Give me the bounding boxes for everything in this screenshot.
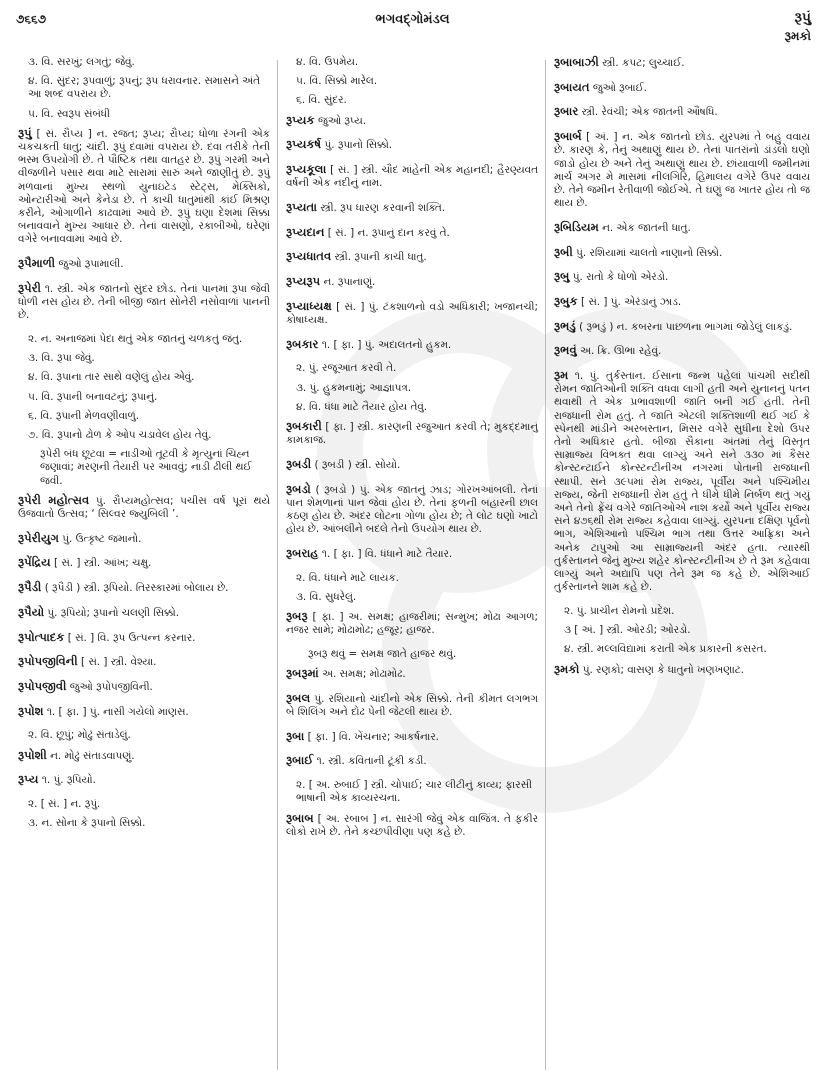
idiom-phrase: રૂપેરી બંધ છૂટવા = નાડીઓ તૂટવી કે મૃત્યુનાં ચિહ્ન જણાવાં; મરણની તૈયારી પર આવવું; નાડી ઢીલી થઈ જવી. xyxy=(40,448,252,487)
definition: ન. રૂપાનાણું. xyxy=(323,276,376,289)
dictionary-entry xyxy=(554,221,810,235)
definition: ( રૂબડી ) સ્ત્રી. સોયો. xyxy=(314,458,401,471)
headword: રૂપ્યકૂલા xyxy=(286,162,327,177)
definition: ૧. પું. તુર્કસ્તાન. ઈસાના જન્મ પહેલાં પાંચમી સદીથી રોમન જાતિઓની શક્તિ વધવા લાગી હતી અને યુનાનનું પતન થવાથી તે એક પ્રભાવશાળી જાતિ બની ગઈ હતી. તેની રાજધાની રોમ હતું. તે જાતિ એટલી શક્તિશાળી થઈ ગઈ કે સ્પેનથી માંડીને અરબસ્તાન, મિસર વગેરે સુધીના દેશો ઉપર તેનો અધિકાર હતો. બીજા સૈકાના અંતમાં તેનું વિસ્તૃત સામ્રાજ્ય વિભક્ત થવા લાગ્યું અને સને ૩૩૦ માં કૈસર કોન્સ્ટન્ટાઈને કોન્સ્ટન્ટીનીઅ નગરમાં પોતાની રાજધાની સ્થાપી. સને ૩૯૫માં રોમ રાજ્ય, પૂર્વીય અને પશ્ચિમીય રાજ્ય, જેની રાજધાની રોમ હતું તે ધીમે ધીમે નિર્બળ થતું ગયું અને તેનો ફ્રેંચ વગેરે જાતિઓએ નાશ કર્યો અને પૂર્વીય રાજ્ય સને ૪૭૬થી રોમ રાજ્ય કહેવાવા લાગ્યું. યુરપના દક્ષિણ પૂર્વનો ભાગ, એશિઆનો પશ્ચિમ ભાગ તથા ઉત્તર આફ્રિકા અને અનેક ટાપુઓ આ સામ્રાજ્યની અંદર હતા. ત્યારથી તુર્કસ્તાનને જેનું મુખ્ય શહેર કોન્સ્ટન્ટીનીઅ છે તે રૂમ કહેવાવા લાગ્યું અને અદ્યાપિ પણ તેને રૂમ જ કહે છે. એશિઆઈ તુર્કસ્તાનને શામ કહે છે. xyxy=(554,370,810,594)
dictionary-entry xyxy=(554,270,810,284)
headword: રૂપોશી xyxy=(18,747,47,762)
definition: [ સં. રૌપ્ય ] ન. રજત; રૂપ્ય; રૌપ્ય; ધોળા રંગની એક ચકચકતી ધાતુ; ચાંદી. રૂપું દવામાં વપરાય છે. દવા તરીકે તેની ભસ્મ ઉપયોગી છે. તે પૌષ્ટિક તથા વાતહર છે. રૂપું ગરમી અને વીજળીને પસાર થવા માટે સારામાં સારું અને જાણીતું છે. રૂપું મળવાનાં મુખ્ય સ્થળો યુનાઇટેડ સ્ટેટ્સ, મેક્સિકો, ઓન્ટારીઓ અને કેનેડા છે. તે કાચી ધાતુમાંથી કાંઈ મિશ્રણ કરીને, ઓગાળીને કાઢવામાં આવે છે. રૂપું ઘણા દેશમાં સિક્કા બનાવવાને મુખ્ય આધાર છે. તેનાં વાસણો, રકાબીઓ, ઘરેણાં વગેરે બનાવવામાં આવે છે. xyxy=(18,127,270,246)
headword: રૂબાબ xyxy=(286,810,314,825)
dictionary-entry xyxy=(18,606,270,620)
definition: સ્ત્રી. રૂપાની કાચી ધાતુ. xyxy=(334,251,427,264)
dictionary-entry xyxy=(286,275,538,289)
headword: રૂપેરી મહોત્સવ xyxy=(18,492,90,507)
headword: રૂપોપજીવિની xyxy=(18,654,78,669)
definition: ૧. [ ફા. ] વિ. ધંધાને માટે તૈયાર. xyxy=(321,547,453,560)
dictionary-entry xyxy=(554,56,810,70)
dictionary-entry xyxy=(286,250,538,264)
dictionary-entry xyxy=(554,320,810,334)
dictionary-entry xyxy=(286,730,538,744)
guide-word-first: રૂપું xyxy=(794,10,811,26)
sub-sense: ૪. વિ. ઉપમેય. xyxy=(296,56,359,68)
dictionary-entry xyxy=(286,483,538,537)
definition: [ અં. ] ન. એક જાતનો છોડ. યુરપમાં તે બહુ વવાય છે. કારણ કે, તેનું અથાણું થાય છે. તેનાં પાતરાંનો ડાંડલો ઘણો જાડો હોય છે અને તેનું અથાણું થાય છે. છાંયાવાળી જમીનમાં માર્ચ અગર મે માસમાં નીલગિરિ, હિમાલય વગેરે ઉપર વવાય છે. તેને જમીન રેતીવાળી જોઈએ. તે ઘણું જ ખાતર હોય તો જ થાય છે. xyxy=(554,131,810,210)
sub-sense: ૩. વિ. સરખું; લગતું; જેવું. xyxy=(28,56,135,68)
dictionary-entry xyxy=(554,295,810,309)
sub-sense: ૩. વિ. રૂપા જેવું. xyxy=(28,352,95,365)
sub-sense: ૩. વિ. સુધરેલું. xyxy=(296,590,357,603)
headword: રૂભડું xyxy=(554,318,576,333)
guide-word-last: રૂમકો xyxy=(784,29,811,43)
dictionary-entry xyxy=(286,754,538,768)
headword: રૂપૈમાળી xyxy=(18,256,56,271)
dictionary-entry xyxy=(18,127,270,247)
dictionary-entry xyxy=(18,680,270,694)
headword: રૂબાર્બ xyxy=(554,129,582,144)
sub-sense: ૨. વિ. છૂપું; મોઢું સંતાડેલું. xyxy=(28,729,131,742)
sub-sense: ૪. વિ. સુંદર; રૂપવાળું; રૂપનું; રૂપ ધરાવનાર. સમાસને અંતે આ શબ્દ વપરાય છે. xyxy=(28,75,260,101)
sub-sense: ૨. [ સં. ] ન. રૂપું. xyxy=(28,797,101,810)
headword: રૂપ્યદાન xyxy=(286,224,325,239)
sub-sense: ૫. વિ. સ્વરૂપ સંબંધી xyxy=(28,107,111,120)
headword: રૂભવું xyxy=(554,343,577,358)
headword: રૂબરાહ xyxy=(286,545,319,560)
headword: રૂપ્યતા xyxy=(286,199,318,214)
sub-sense: ૫. વિ. રૂપાની બનાવટનું; રૂપાનું. xyxy=(28,390,158,403)
definition: જુઓ રૂપામાલી. xyxy=(58,258,124,271)
definition: પું. રાતો કે ધોળો એરંડો. xyxy=(572,271,669,284)
dictionary-entry xyxy=(554,105,810,119)
headword: રૂબાયત xyxy=(554,79,590,94)
column-1 xyxy=(18,56,270,836)
headword: રૂબડી xyxy=(286,456,312,471)
headword: રૂપ્ય xyxy=(18,772,39,787)
dictionary-entry xyxy=(18,581,270,595)
page-number: ૭૬૬૭ xyxy=(16,12,47,26)
definition: ૧. [ ફા. ] પું. અદાલતનો હુકમ. xyxy=(321,338,452,351)
definition: પું. રૂપિયો; રૂપાનો ચલણી સિક્કો. xyxy=(47,606,180,619)
headword: રૂબાબાઝી xyxy=(554,55,599,69)
definition: પું. રશિયામાં ચાલતો નાણાનો સિક્કો. xyxy=(576,246,723,259)
dictionary-entry xyxy=(286,114,538,128)
headword: રૂપેરીયુગ xyxy=(18,530,59,545)
dictionary-entry xyxy=(18,773,270,787)
dictionary-entry xyxy=(18,705,270,719)
column-divider xyxy=(545,60,546,1070)
dictionary-entry xyxy=(286,163,538,190)
dictionary-entry xyxy=(554,81,810,95)
dictionary-title: ભગવદ્ગોમંડલ xyxy=(375,12,450,27)
headword: રૂપેંદ્રિય xyxy=(18,555,51,570)
headword: રૂપ્યધાતવ xyxy=(286,249,332,264)
definition: ન. એક જાતની ધાતુ. xyxy=(602,221,691,234)
headword: રૂબી xyxy=(554,244,573,259)
sub-sense: ૪. વિ. ધંધા માટે તૈયાર હોય તેવું. xyxy=(296,400,428,413)
definition: ન. મોઢું સંતાડવાપણું. xyxy=(50,749,135,762)
sub-sense: ૨. પું. પ્રાચીન રોમનો પ્રદેશ. xyxy=(564,605,675,617)
sub-sense: ૨. ન. અનાજમાં પેદા થતું એક જાતનું ચળકતું જંતુ. xyxy=(28,332,243,345)
dictionary-entry xyxy=(286,667,538,681)
dictionary-entry xyxy=(286,201,538,215)
sub-sense: ૨. વિ. ધંધાને માટે લાયક. xyxy=(296,571,399,584)
definition: સ્ત્રી. કપટ; લુચ્ચાઈ. xyxy=(602,57,685,69)
sub-sense: ૨. પું. રજૂઆત કરવી તે. xyxy=(296,362,397,375)
definition: અ. સમક્ષ; મોઢામોઢ. xyxy=(321,668,406,681)
dictionary-entry xyxy=(286,610,538,637)
dictionary-entry xyxy=(554,246,810,260)
headword: રૂપેરી xyxy=(18,280,42,295)
definition: જુઓ રૂપોપજીવિની. xyxy=(69,680,153,693)
headword: રૂબાર xyxy=(554,104,579,119)
definition: ( રૂબડો ) પું. એક જાતનું ઝાડ; ગોરખઆંબલી. તેનાં પાન શેમળાનાં પાન જેવાં હોય છે. તેનાં ફળની બહારની છાલ કઠણ હોય છે. અંદર લોટના ગોળા હોય છે; તે લોટ ઘણો ખાટો હોય છે. આંબલીને બદલે તેનો ઉપયોગ થાય છે. xyxy=(286,483,538,536)
dictionary-entry xyxy=(286,547,538,561)
definition: પું. રણકો; વાસણ કે ધાતુનો ખણખણાટ. xyxy=(582,663,745,676)
definition: [ સં. ] ન. રૂપાનું દાન કરવું તે. xyxy=(327,226,450,239)
headword: રૂબાઈ xyxy=(286,753,314,768)
headword: રૂપૈયો xyxy=(18,604,45,619)
definition: ૧. પું. રૂપિયો. xyxy=(41,774,96,787)
definition: ( રૂભડું ) ન. કબરના પાછળના ભાગમાં જોડેલું લાકડું. xyxy=(579,320,793,333)
definition: જુઓ રૂબાઈ. xyxy=(592,81,647,94)
dictionary-entry xyxy=(286,338,538,352)
headword: રૂબરૂમાં xyxy=(286,666,319,681)
headword: રૂપોશ xyxy=(18,703,44,718)
headword: રૂબકાર xyxy=(286,336,319,351)
sub-sense: ૨. [ અ. રુબાઈ ] સ્ત્રી. ચોપાઈ; ચાર લીટીનું કાવ્ય; ફારસી ભાષાની એક કાવ્યરચના. xyxy=(296,779,532,805)
definition: ૧. [ ફા. ] પું. નાસી ગયેલો માણસ. xyxy=(46,705,189,718)
dictionary-entry xyxy=(286,692,538,719)
headword: રૂપોપજીવી xyxy=(18,678,67,693)
dictionary-entry xyxy=(18,556,270,570)
dictionary-entry xyxy=(286,226,538,240)
sub-sense: ૩. ન. સોના કે રૂપાનો સિક્કો. xyxy=(28,817,146,830)
dictionary-entry xyxy=(18,257,270,271)
headword: રૂપ્યકર્ષ xyxy=(286,137,322,152)
headword: રૂપું xyxy=(18,125,32,140)
definition: [ સં. ] સ્ત્રી. ચૌદ માંહેની એક મહાનદી; હૈરણ્યવત વર્ષની એક નદીનું નામ. xyxy=(286,164,538,190)
sub-sense: ૩ [ અં. ] સ્ત્રી. ઓરડી; ઓરડો. xyxy=(564,624,691,637)
headword: રૂપ્યાધ્યક્ષ xyxy=(286,298,332,313)
headword: રૂપ્યરૂપ xyxy=(286,274,321,289)
headword: રૂમકો xyxy=(554,661,580,676)
headword: રૂબરૂ xyxy=(286,608,308,623)
column-3 xyxy=(554,56,810,687)
dictionary-entry xyxy=(286,458,538,472)
headword: રૂબડો xyxy=(286,481,311,496)
definition: [ સં. ] સ્ત્રી. આંખ; ચક્ષુ. xyxy=(53,557,152,570)
definition: સ્ત્રી. રેવંચી; એક જાતની ઔષધિ. xyxy=(581,106,718,119)
sub-sense: ૪. વિ. રૂપાના તાર સાથે વણેલું હોય એવું. xyxy=(28,371,195,384)
dictionary-entry xyxy=(286,300,538,327)
sub-sense: ૭. વિ. રૂપાનો ઢોળ કે ઓપ ચડાવેલ હોય તેવું. xyxy=(28,428,212,441)
definition: ( રૂપૈડી ) સ્ત્રી. રૂપિયો. તિરસ્કારમાં બોલાય છે. xyxy=(44,582,229,595)
dictionary-entry xyxy=(18,631,270,645)
definition: પું. ઉત્કૃષ્ટ જમાનો. xyxy=(62,532,142,545)
sub-sense: ૬. વિ. રૂપાની મેળવણીવાળું. xyxy=(28,409,140,422)
definition: ૧. સ્ત્રી. કવિતાની ટૂંકી કડી. xyxy=(316,755,427,768)
definition: [ સં. ] પું. એરંડાનું ઝાડ. xyxy=(580,295,682,308)
definition: [ સં. ] પું. ટંકશાળનો વડો અધિકારી; ખજાનચી; કોષાધ્યક્ષ. xyxy=(286,300,538,326)
headword: રૂમ xyxy=(554,368,569,383)
column-2 xyxy=(286,56,538,849)
definition: જુઓ રૂપ્ય. xyxy=(318,114,367,127)
headword: રૂબુ xyxy=(554,269,570,284)
definition: [ ફા. ] સ્ત્રી. કારણની રજુઆત કરવી તે; મુકદ્દમાનું કામકાજ. xyxy=(286,420,538,447)
definition: [ સં. ] સ્ત્રી. વેશ્યા. xyxy=(80,656,157,669)
sub-sense: ૬. વિ. સુંદર. xyxy=(296,94,347,107)
dictionary-entry xyxy=(18,282,270,323)
dictionary-entry xyxy=(18,655,270,669)
definition: પું. રૌપ્યમહોત્સવ; પચીસ વર્ષ પૂરાં થયે ઉજવાતો ઉત્સવ; ‘ સિલ્વર જ્યુબિલી ’. xyxy=(18,494,271,520)
headword: રૂપોત્પાદક xyxy=(18,629,65,644)
idiom-phrase: રૂબરૂ થવું = સમક્ષ જાતે હાજર થવું. xyxy=(308,647,457,660)
page-header xyxy=(0,0,825,46)
definition: [ ફા. ] અ. સમક્ષ; હાજરીમાં; સન્મુખ; મોઢા આગળ; નજર સામે; મોઢામોઢ; હજૂર; હાજર. xyxy=(286,610,538,637)
dictionary-entry xyxy=(18,532,270,546)
headword: રૂબલ xyxy=(286,690,311,705)
headword: રૂબિડિયમ xyxy=(554,219,599,234)
definition: [ સં. ] વિ. રૂપ ઉત્પન્ન કરનાર. xyxy=(67,631,196,644)
definition: સ્ત્રી. રૂપ ધારણ કરવાની શક્તિ. xyxy=(320,201,446,214)
dictionary-entry xyxy=(18,749,270,763)
dictionary-entry xyxy=(286,138,538,152)
definition: પું. રૂપાનો સિક્કો. xyxy=(324,139,393,152)
sub-sense: ૩. પું. હુકમનામું; આજ્ઞાપત્ર. xyxy=(296,381,412,394)
dictionary-entry xyxy=(554,663,810,677)
dictionary-entry xyxy=(554,369,810,594)
definition: અ. ક્રિ. ઊભા રહેવું. xyxy=(579,345,662,358)
definition: ૧. સ્ત્રી. એક જાતનો સુંદર છોડ. તેનાં પાનમાં રૂપા જેવી ધોળી નસ હોય છે. તેની બીજી જાત સોનેરી નસોવાળાં પાનની છે. xyxy=(18,282,270,322)
dictionary-entry xyxy=(286,420,538,447)
definition: પું. રશિયાનો ચાંદીનો એક સિક્કો. તેની કીમત લગભગ બે શિલિંગ અને દોઢ પેની જેટલી થાય છે. xyxy=(286,692,539,718)
dictionary-entry xyxy=(18,494,270,521)
headword: રૂબુક xyxy=(554,293,578,308)
sub-sense: ૪. સ્ત્રી. મલ્લવિદ્યામાં કરાતી એક પ્રકારની કસરત. xyxy=(564,643,767,656)
headword: રૂપ્યક xyxy=(286,112,315,127)
headword: રૂબા xyxy=(286,728,305,743)
dictionary-entry xyxy=(554,130,810,210)
dictionary-entry xyxy=(286,812,538,839)
column-divider xyxy=(277,60,278,1070)
sub-sense: ૫. વિ. સિક્કો મારેલ. xyxy=(296,75,378,88)
headword: રૂબકારી xyxy=(286,418,322,433)
definition: [ અ. રબાબ ] ન. સારંગી જેવું એક વાજિંત્ર. તે ફકીર લોકો રાખે છે. તેને કચ્છપીવીણા પણ કહે છે. xyxy=(286,812,538,838)
headword: રૂપૈડી xyxy=(18,580,42,595)
dictionary-entry xyxy=(554,344,810,358)
definition: [ ફા. ] વિ. ખેંચનાર; આકર્ષનાર. xyxy=(307,730,439,743)
